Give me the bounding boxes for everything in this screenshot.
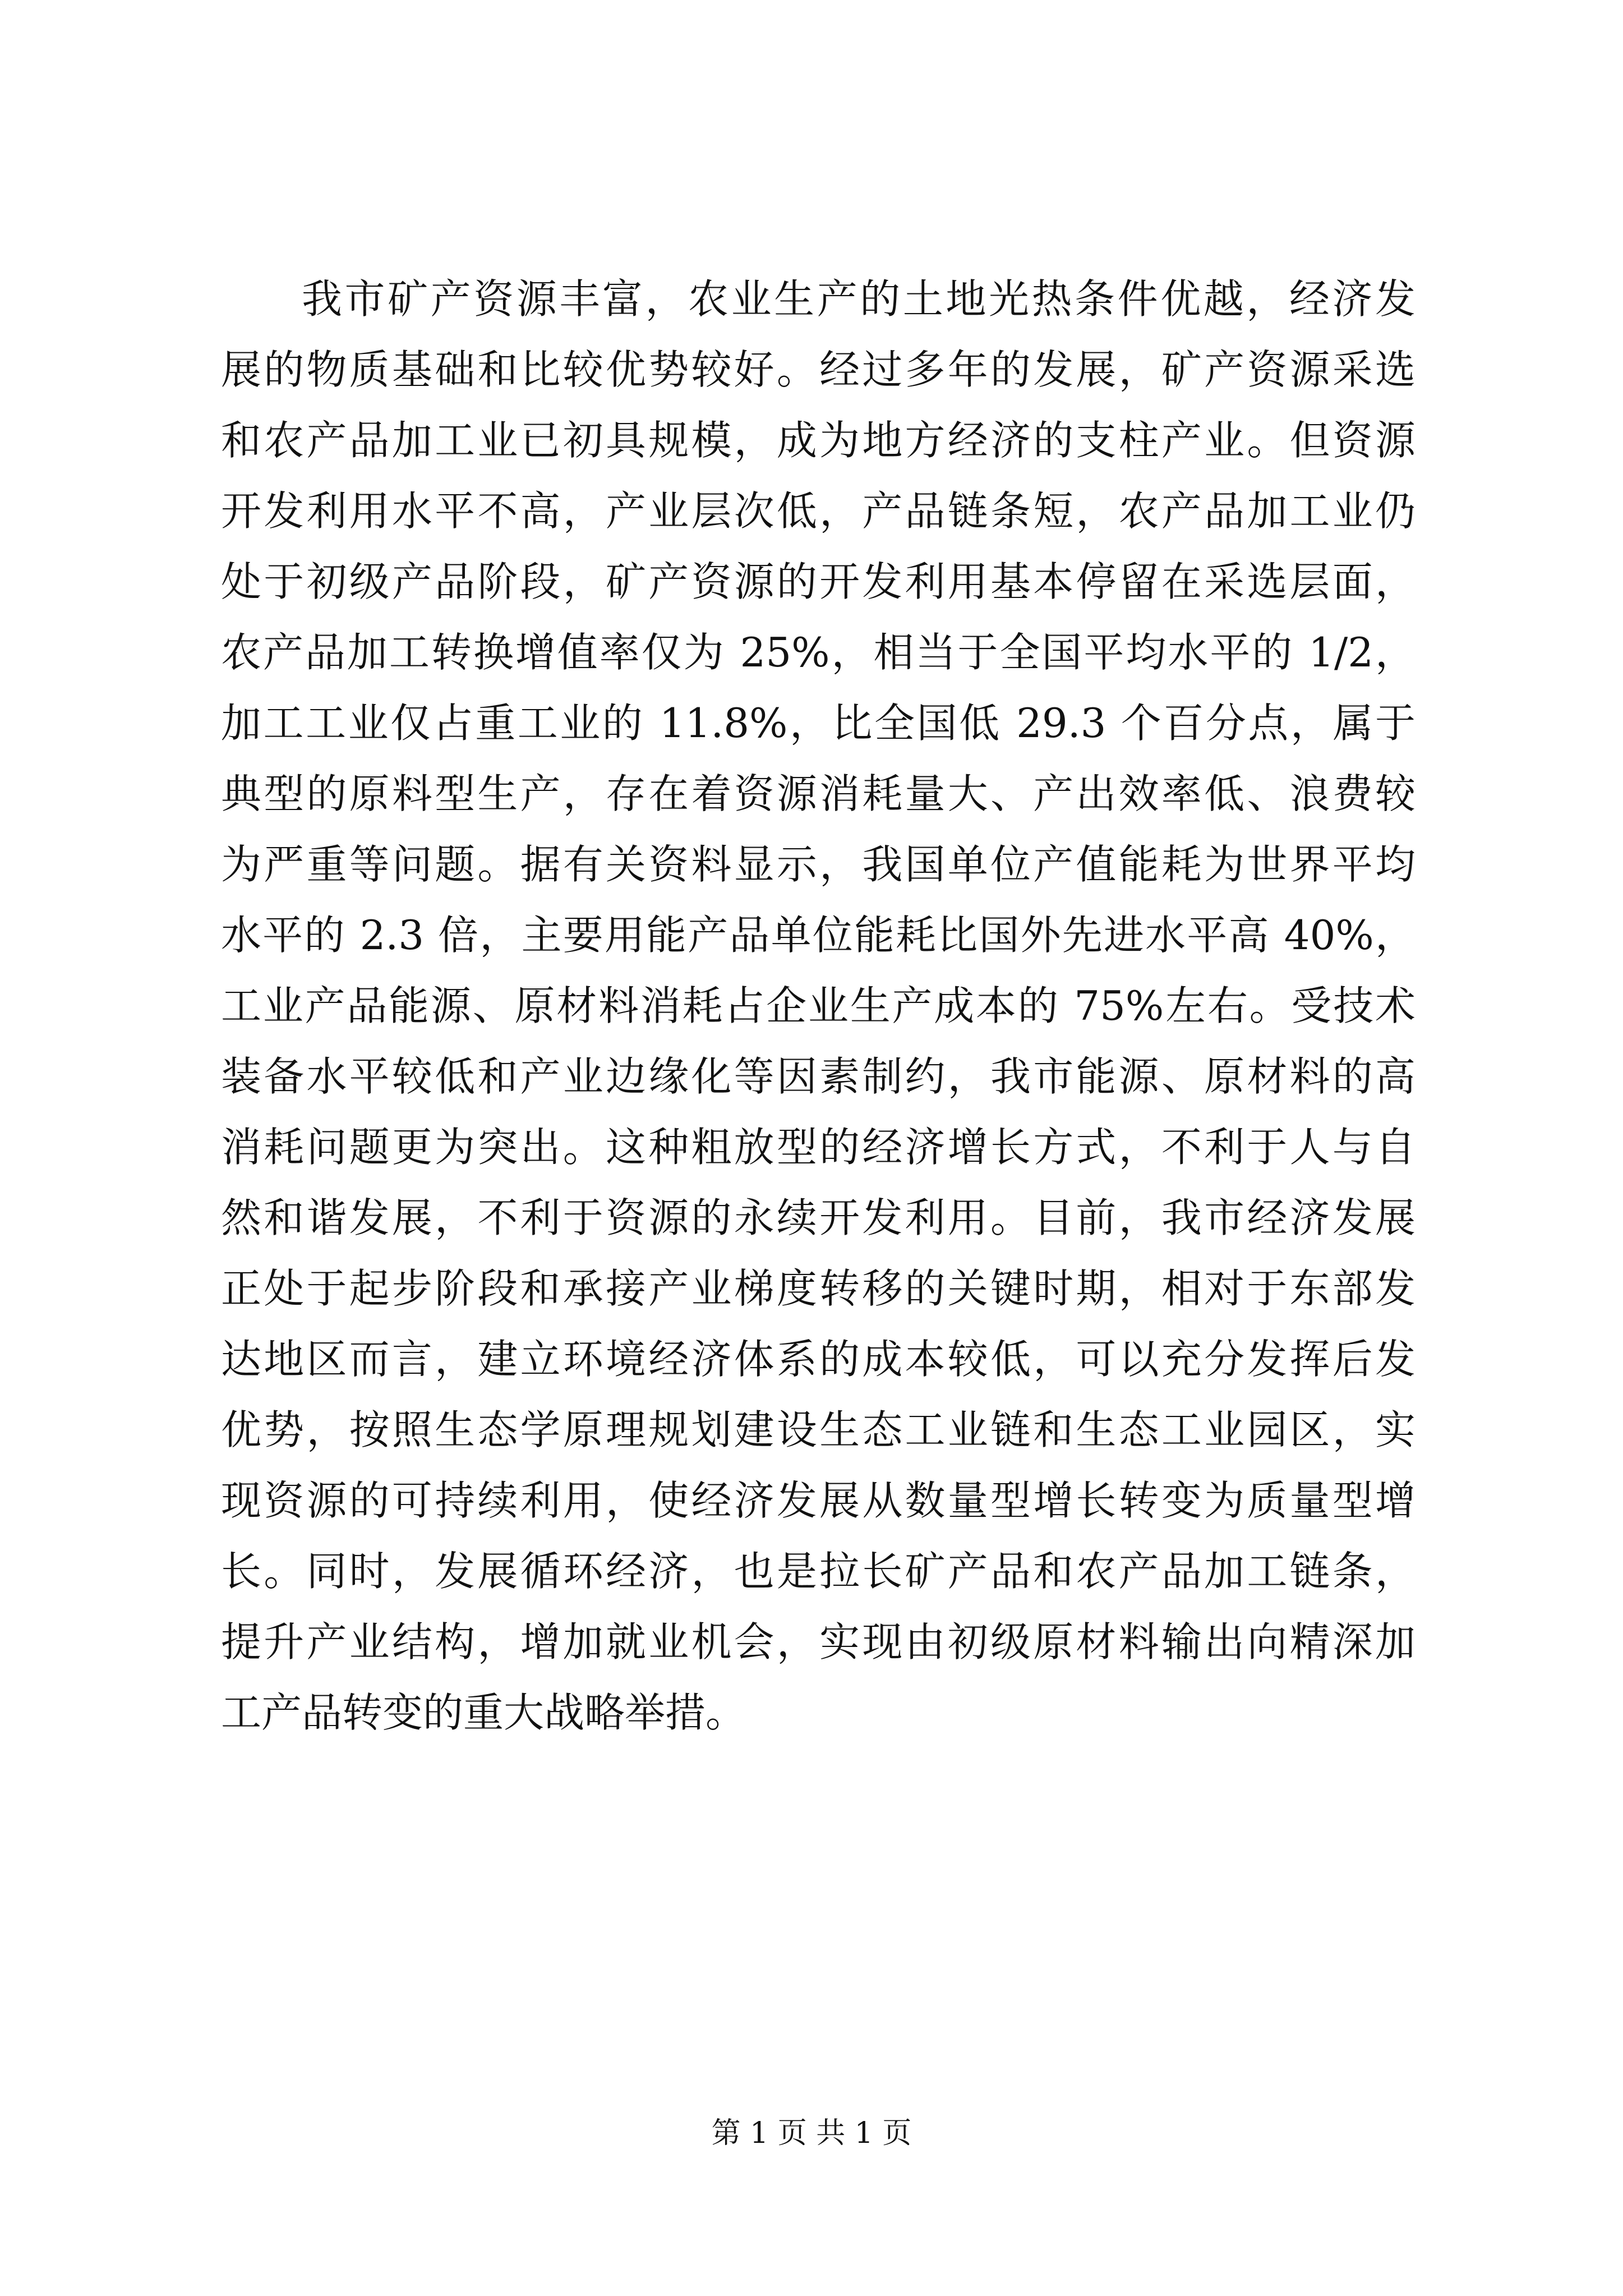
paragraph-line: 加工工业仅占重工业的 11.8%，比全国低 29.3 个百分点，属于 [221, 700, 1415, 747]
body-paragraph [221, 264, 1415, 1748]
paragraph-line: 优势，按照生态学原理规划建设生态工业链和生态工业园区，实 [221, 1406, 1415, 1453]
paragraph-line: 长。同时，发展循环经济，也是拉长矿产品和农产品加工链条， [221, 1548, 1415, 1595]
paragraph-line: 正处于起步阶段和承接产业梯度转移的关键时期，相对于东部发 [221, 1265, 1415, 1312]
paragraph-line: 达地区而言，建立环境经济体系的成本较低，可以充分发挥后发 [221, 1336, 1415, 1383]
paragraph-line: 和农产品加工业已初具规模，成为地方经济的支柱产业。但资源 [221, 417, 1415, 464]
paragraph-line: 消耗问题更为突出。这种粗放型的经济增长方式，不利于人与自 [221, 1124, 1415, 1171]
paragraph-line: 展的物质基础和比较优势较好。经过多年的发展，矿产资源采选 [221, 346, 1415, 393]
paragraph-line: 水平的 2.3 倍，主要用能产品单位能耗比国外先进水平高 40%， [221, 912, 1415, 959]
paragraph-line: 我市矿产资源丰富，农业生产的土地光热条件优越，经济发 [302, 275, 1415, 323]
paragraph-line: 农产品加工转换增值率仅为 25%，相当于全国平均水平的 1/2， [221, 629, 1415, 676]
paragraph-line: 典型的原料型生产，存在着资源消耗量大、产出效率低、浪费较 [221, 770, 1415, 817]
paragraph-line: 处于初级产品阶段，矿产资源的开发利用基本停留在采选层面， [221, 558, 1415, 605]
paragraph-line: 开发利用水平不高，产业层次低，产品链条短，农产品加工业仍 [221, 487, 1415, 535]
paragraph-line: 装备水平较低和产业边缘化等因素制约，我市能源、原材料的高 [221, 1053, 1415, 1100]
paragraph-line: 工产品转变的重大战略举措。 [221, 1689, 746, 1736]
paragraph-line: 现资源的可持续利用，使经济发展从数量型增长转变为质量型增 [221, 1477, 1415, 1524]
paragraph-line: 为严重等问题。据有关资料显示，我国单位产值能耗为世界平均 [221, 841, 1415, 888]
paragraph-line: 工业产品能源、原材料消耗占企业生产成本的 75%左右。受技术 [221, 982, 1415, 1029]
page-footer: 第 1 页 共 1 页 [711, 2116, 912, 2150]
paragraph-line: 然和谐发展，不利于资源的永续开发利用。目前，我市经济发展 [221, 1194, 1415, 1241]
paragraph-line: 提升产业结构，增加就业机会，实现由初级原材料输出向精深加 [221, 1618, 1415, 1665]
